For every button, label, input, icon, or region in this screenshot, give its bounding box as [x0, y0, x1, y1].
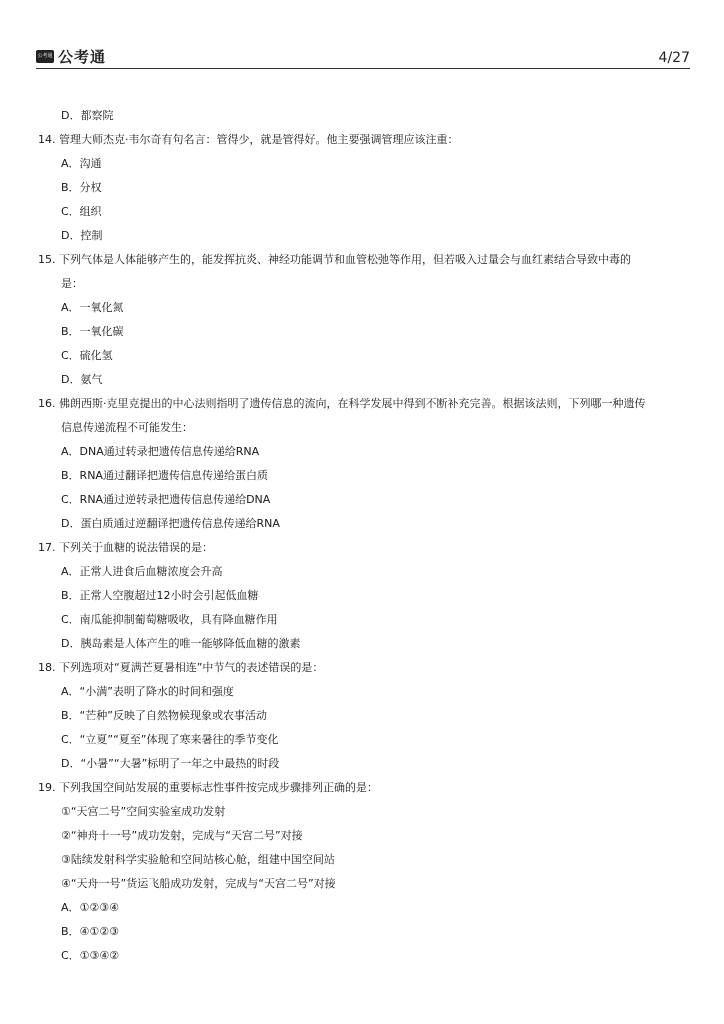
question-stem-continued: 是：	[61, 277, 83, 290]
answer-option: B．一氧化碳	[61, 325, 124, 338]
answer-option: A．正常人进食后血糖浓度会升高	[61, 565, 223, 578]
answer-option: B．“芒种”反映了自然物候现象或农事活动	[61, 709, 267, 722]
answer-option: D．胰岛素是人体产生的唯一能够降低血糖的激素	[61, 637, 301, 650]
header-divider	[36, 68, 690, 69]
answer-option: ②“神舟十一号”成功发射，完成与“天宫二号”对接	[61, 829, 303, 842]
answer-option: B．④①②③	[61, 925, 119, 938]
answer-option: D．“小暑”“大暑”标明了一年之中最热的时段	[61, 757, 280, 770]
answer-option: ④“天舟一号”货运飞船成功发射，完成与“天宫二号”对接	[61, 877, 336, 890]
question-stem: 16. 佛朗西斯·克里克提出的中心法则指明了遗传信息的流向，在科学发展中得到不断补充完善。根据该法则，下列哪一种遗传	[38, 397, 646, 410]
answer-option: ①“天宫二号”空间实验室成功发射	[61, 805, 226, 818]
question-stem: 18. 下列选项对“夏满芒夏暑相连”中节气的表述错误的是：	[38, 661, 324, 674]
answer-option: B．分权	[61, 181, 102, 194]
answer-option: C．①③④②	[61, 949, 120, 962]
answer-option: C．“立夏”“夏至”体现了寒来暑往的季节变化	[61, 733, 279, 746]
answer-option: C．硫化氢	[61, 349, 113, 362]
question-stem: 15. 下列气体是人体能够产生的，能发挥抗炎、神经功能调节和血管松弛等作用，但若吸入过量会与血红素结合导致中毒的	[38, 253, 631, 266]
answer-option: A．沟通	[61, 157, 102, 170]
logo-text: 公考通	[58, 48, 107, 66]
answer-option: D．蛋白质通过逆翻译把遗传信息传递给RNA	[61, 517, 280, 530]
answer-option: A．一氧化氮	[61, 301, 124, 314]
answer-option: A．DNA通过转录把遗传信息传递给RNA	[61, 445, 260, 458]
answer-option: ③陆续发射科学实验舱和空间站核心舱，组建中国空间站	[61, 853, 335, 866]
answer-option: D．氨气	[61, 373, 103, 386]
answer-option: D．控制	[61, 229, 103, 242]
answer-option: C．RNA通过逆转录把遗传信息传递给DNA	[61, 493, 271, 506]
answer-option: C．组织	[61, 205, 102, 218]
answer-option: A．“小满”表明了降水的时间和强度	[61, 685, 234, 698]
brand-logo	[36, 46, 106, 67]
answer-option: A．①②③④	[61, 901, 119, 914]
question-stem: 17. 下列关于血糖的说法错误的是：	[38, 541, 213, 554]
question-list	[38, 104, 688, 968]
answer-option: C．南瓜能抑制葡萄糖吸收，具有降血糖作用	[61, 613, 278, 626]
question-stem-continued: 信息传递流程不可能发生：	[61, 421, 193, 434]
question-stem: 19. 下列我国空间站发展的重要标志性事件按完成步骤排列正确的是：	[38, 781, 378, 794]
answer-option: B．RNA通过翻译把遗传信息传递给蛋白质	[61, 469, 268, 482]
answer-option: B．正常人空腹超过12小时会引起低血糖	[61, 589, 259, 602]
page-number: 4/27	[658, 50, 690, 66]
logo-badge-icon: 公考通	[36, 50, 54, 63]
answer-option: D．都察院	[61, 109, 114, 122]
page-header	[36, 44, 690, 68]
question-stem: 14. 管理大师杰克·韦尔奇有句名言：管得少，就是管得好。他主要强调管理应该注重：	[38, 133, 459, 146]
